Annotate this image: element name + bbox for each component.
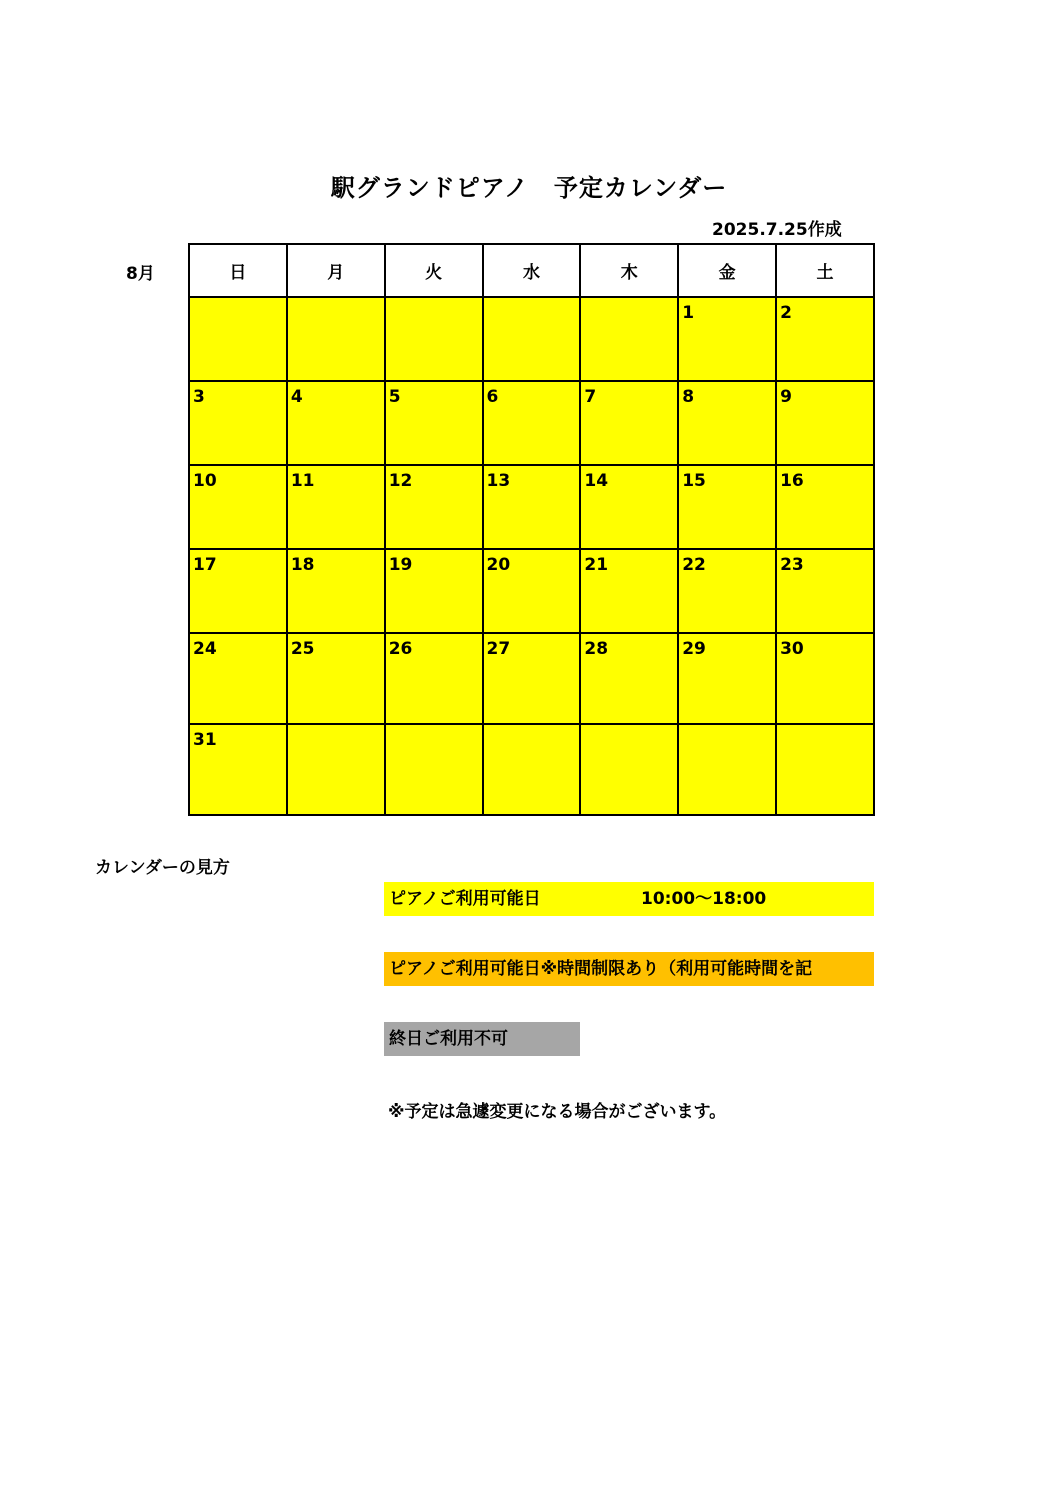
- day-number: 29: [682, 639, 706, 659]
- day-cell: [189, 724, 287, 815]
- day-number: 24: [193, 639, 217, 659]
- day-cell: [385, 297, 483, 381]
- day-cell: [776, 549, 874, 633]
- day-number: [581, 298, 677, 303]
- day-number: 30: [780, 639, 804, 659]
- legend-limited-label: ピアノご利用可能日※時間制限あり（利用可能時間を記: [389, 959, 813, 979]
- week-row: [189, 381, 874, 465]
- legend-available-label: ピアノご利用可能日: [389, 889, 541, 909]
- day-cell: [385, 549, 483, 633]
- day-cell: [287, 633, 385, 724]
- legend-limited: [384, 952, 874, 986]
- day-cell: [189, 549, 287, 633]
- day-number: [288, 298, 384, 303]
- day-cell: [776, 465, 874, 549]
- weekday-header-row: [189, 244, 874, 297]
- week-row: [189, 724, 874, 815]
- day-cell: [385, 724, 483, 815]
- day-number: [386, 298, 482, 303]
- weekday-mon: 月: [287, 244, 385, 297]
- day-cell: [580, 465, 678, 549]
- day-number: 18: [290, 555, 315, 575]
- day-cell: [678, 297, 776, 381]
- day-number: 14: [584, 471, 609, 491]
- day-number: 3: [193, 387, 205, 407]
- day-cell: [776, 381, 874, 465]
- day-cell: [287, 465, 385, 549]
- day-number: 17: [193, 555, 217, 575]
- day-cell: [483, 381, 581, 465]
- day-number: 22: [682, 555, 706, 575]
- week-row: [189, 549, 874, 633]
- page-title: 駅グランドピアノ 予定カレンダー: [330, 174, 728, 202]
- schedule-note: ※予定は急遽変更になる場合がございます。: [388, 1102, 727, 1122]
- month-label: 8月: [126, 264, 155, 284]
- day-number: [484, 298, 580, 303]
- day-number: 9: [780, 387, 792, 407]
- weekday-sun: 日: [189, 244, 287, 297]
- day-cell: [776, 724, 874, 815]
- day-cell: [189, 465, 287, 549]
- day-cell: [287, 724, 385, 815]
- day-number: 27: [486, 639, 511, 659]
- created-date: 2025.7.25作成: [712, 220, 842, 240]
- day-cell: [678, 549, 776, 633]
- day-number: [679, 725, 775, 730]
- day-cell: [483, 297, 581, 381]
- weekday-wed: 水: [483, 244, 581, 297]
- day-number: 28: [584, 639, 609, 659]
- week-row: [189, 633, 874, 724]
- day-cell: [580, 381, 678, 465]
- day-number: 11: [290, 471, 315, 491]
- day-cell: [678, 633, 776, 724]
- weekday-tue: 火: [385, 244, 483, 297]
- day-number: 23: [780, 555, 804, 575]
- day-cell: [287, 297, 385, 381]
- week-row: [189, 297, 874, 381]
- day-cell: [287, 549, 385, 633]
- day-number: [484, 725, 580, 730]
- day-number: [288, 725, 384, 730]
- day-cell: [580, 297, 678, 381]
- weekday-thu: 木: [580, 244, 678, 297]
- legend-closed: [384, 1022, 580, 1056]
- week-row: [189, 465, 874, 549]
- day-cell: [678, 724, 776, 815]
- day-number: 26: [388, 639, 413, 659]
- day-cell: [483, 633, 581, 724]
- day-cell: [483, 549, 581, 633]
- day-cell: [483, 724, 581, 815]
- day-number: 1: [682, 303, 695, 323]
- weekday-fri: 金: [678, 244, 776, 297]
- day-number: 6: [486, 387, 499, 407]
- day-number: 19: [388, 555, 413, 575]
- day-cell: [776, 297, 874, 381]
- day-cell: [483, 465, 581, 549]
- day-number: 2: [780, 303, 792, 323]
- day-cell: [287, 381, 385, 465]
- day-number: [386, 725, 482, 730]
- day-cell: [580, 633, 678, 724]
- day-cell: [189, 297, 287, 381]
- day-number: 20: [486, 555, 511, 575]
- day-number: 12: [388, 471, 413, 491]
- day-number: 15: [682, 471, 706, 491]
- day-cell: [678, 465, 776, 549]
- calendar-grid: [188, 243, 875, 816]
- day-cell: [580, 549, 678, 633]
- legend-closed-label: 終日ご利用不可: [389, 1029, 508, 1049]
- day-cell: [385, 465, 483, 549]
- legend-heading: カレンダーの見方: [95, 858, 230, 878]
- day-number: 16: [780, 471, 804, 491]
- day-cell: [776, 633, 874, 724]
- day-number: 5: [388, 387, 401, 407]
- day-number: 25: [290, 639, 315, 659]
- day-number: 10: [193, 471, 217, 491]
- legend-available-time: 10:00～18:00: [641, 889, 767, 909]
- day-number: 13: [486, 471, 511, 491]
- legend-available: [384, 882, 874, 916]
- day-cell: [189, 381, 287, 465]
- day-number: 8: [682, 387, 695, 407]
- day-cell: [678, 381, 776, 465]
- day-number: [777, 725, 873, 730]
- day-number: 7: [584, 387, 597, 407]
- day-number: 4: [290, 387, 303, 407]
- day-cell: [385, 633, 483, 724]
- day-number: [581, 725, 677, 730]
- day-number: [190, 298, 286, 303]
- weekday-sat: 土: [776, 244, 874, 297]
- day-cell: [580, 724, 678, 815]
- day-cell: [189, 633, 287, 724]
- day-number: 21: [584, 555, 609, 575]
- day-number: 31: [193, 730, 217, 750]
- day-cell: [385, 381, 483, 465]
